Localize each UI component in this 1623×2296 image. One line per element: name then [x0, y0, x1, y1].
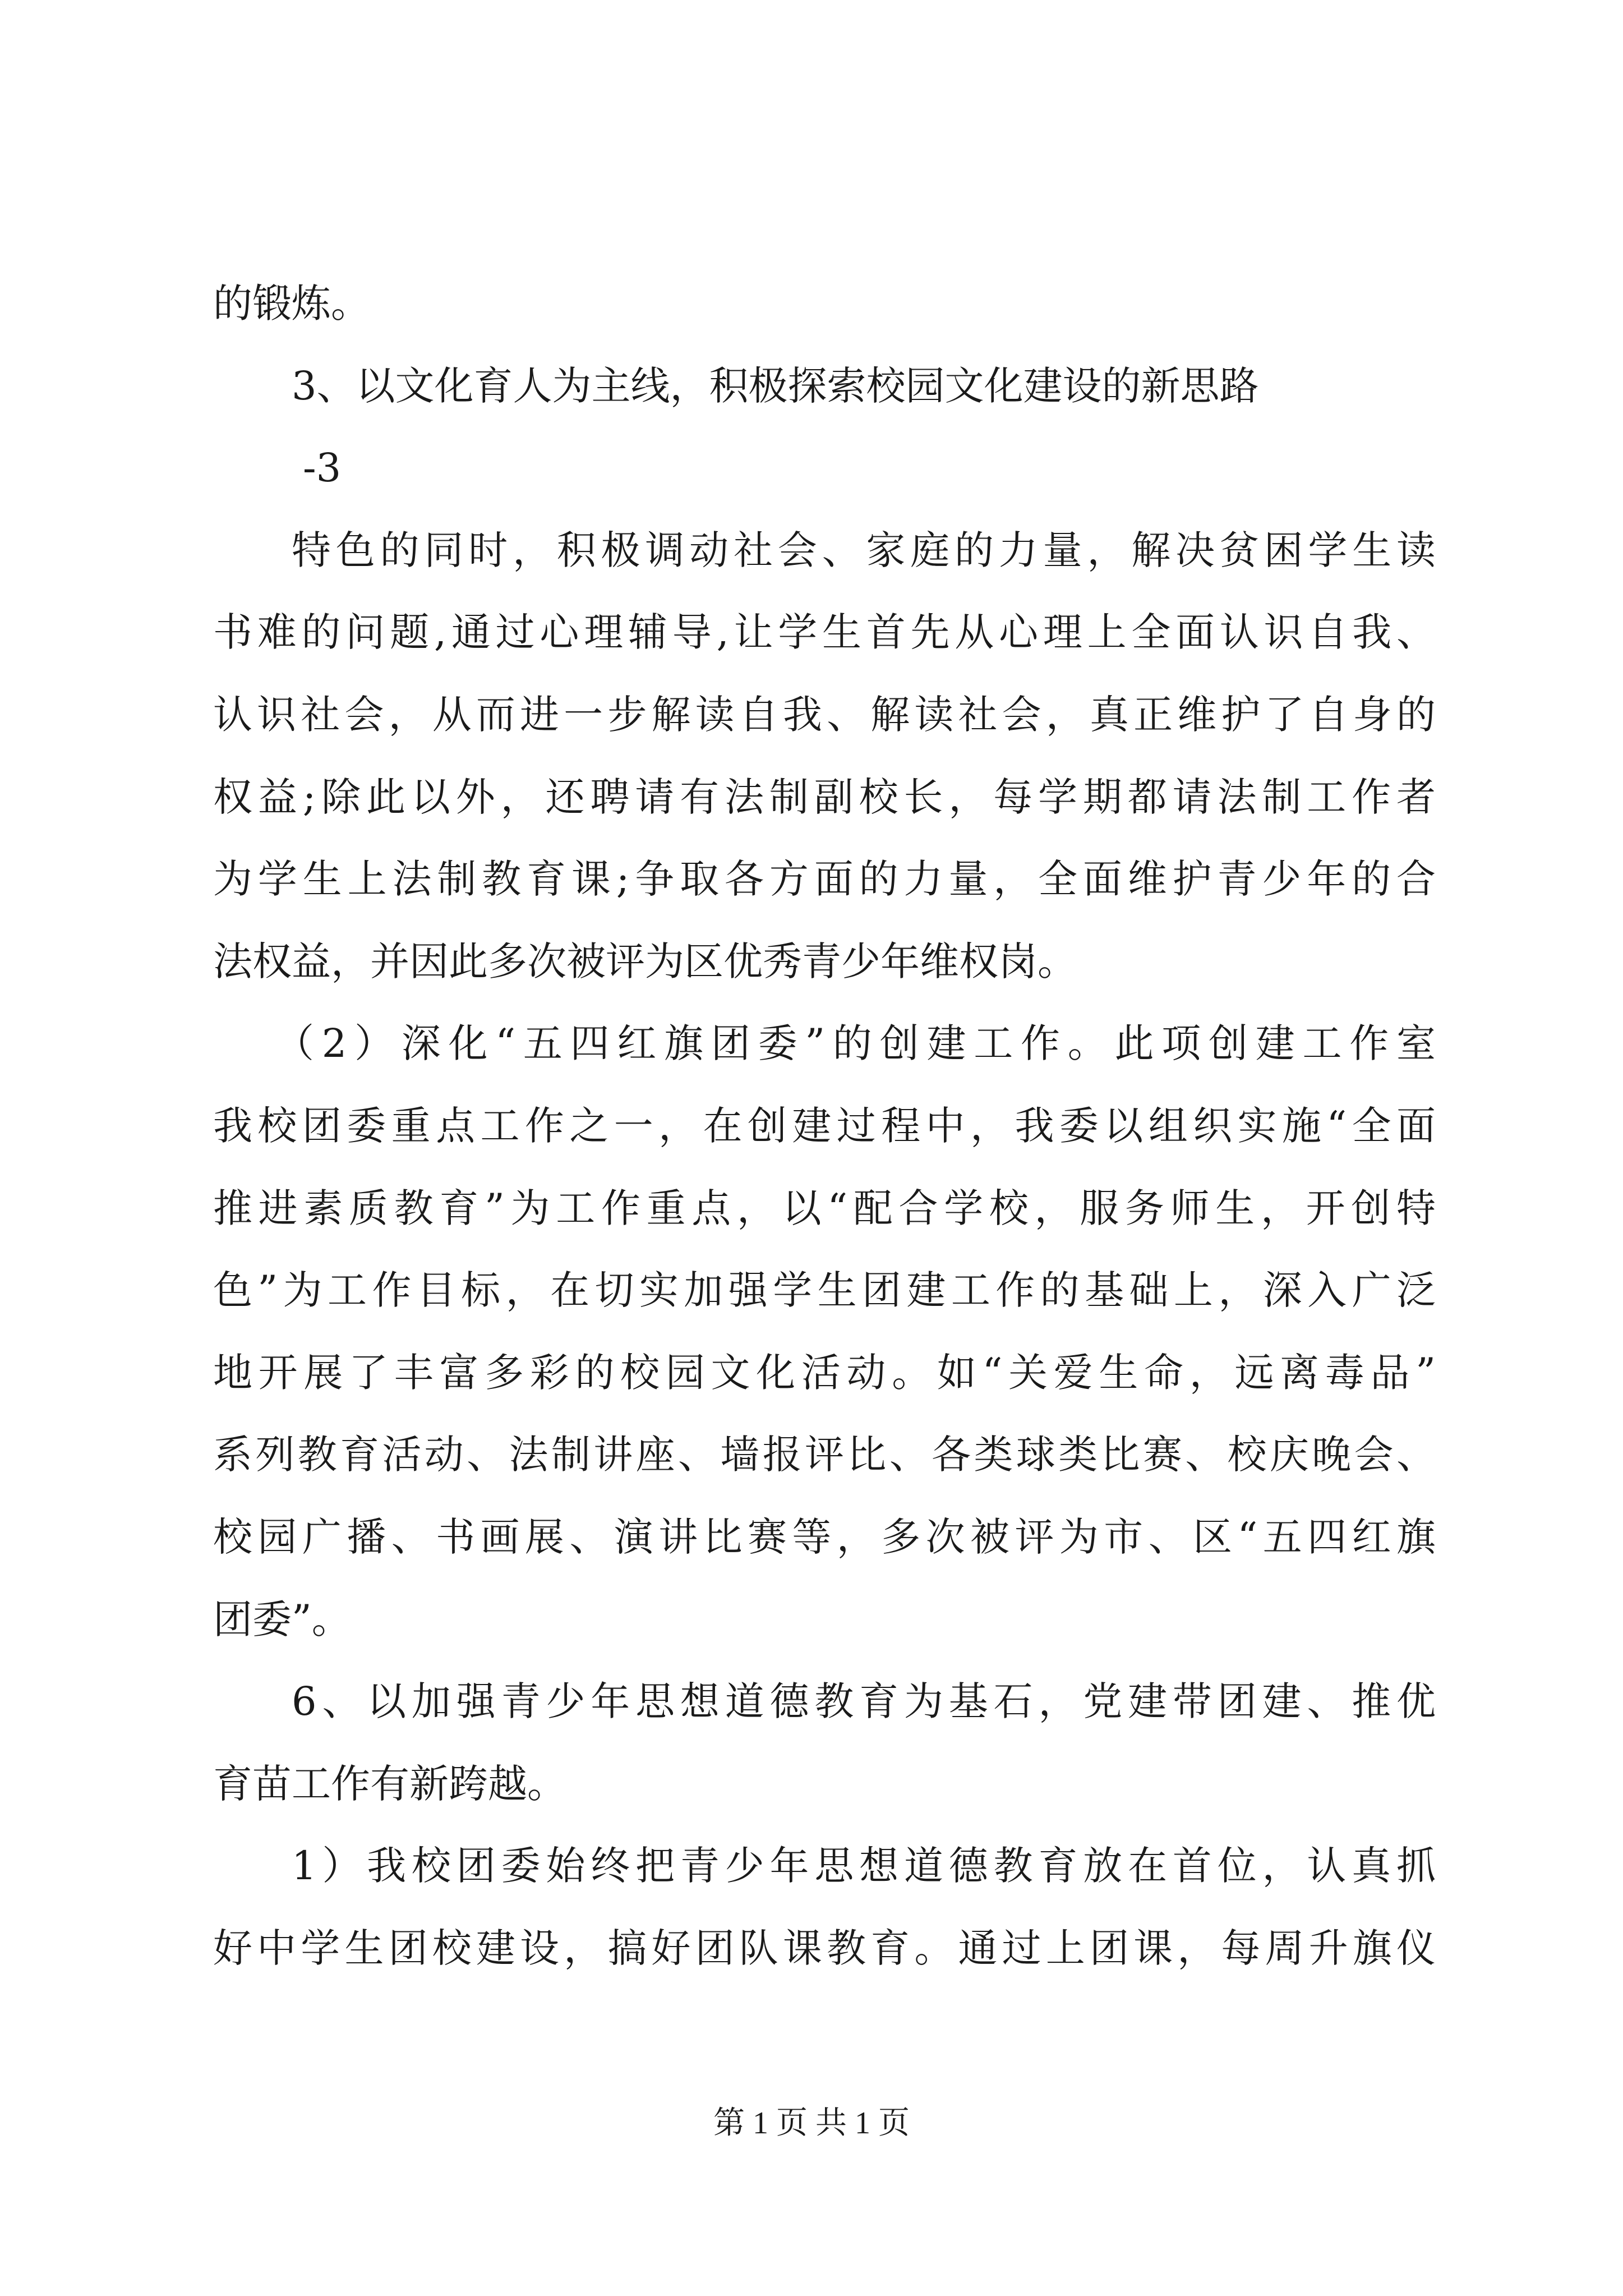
subsection-2-line: （2）深化“五四红旗团委”的创建工作。此项创建工作室	[275, 1020, 1436, 1067]
text-line: 色”为工作目标，在切实加强学生团建工作的基础上，深入广泛	[213, 1267, 1436, 1314]
text-line: 为学生上法制教育课;争取各方面的力量，全面维护青少年的合	[213, 856, 1436, 903]
section-heading-3: 3、以文化育人为主线，积极探索校园文化建设的新思路	[292, 362, 1259, 409]
text-line: 权益;除此以外，还聘请有法制副校长，每学期都请法制工作者	[213, 774, 1436, 820]
text-line: 我校团委重点工作之一，在创建过程中，我委以组织实施“全面	[213, 1102, 1436, 1149]
text-line: 地开展了丰富多彩的校园文化活动。如“关爱生命，远离毒品”	[213, 1349, 1436, 1396]
page-marker: -3	[303, 445, 342, 491]
text-line: 育苗工作有新跨越。	[213, 1760, 566, 1807]
text-line: 认识社会，从而进一步解读自我、解读社会，真正维护了自身的	[213, 691, 1436, 738]
text-line: 书难的问题,通过心理辅导,让学生首先从心理上全面认识自我、	[213, 609, 1436, 656]
text-line: 系列教育活动、法制讲座、墙报评比、各类球类比赛、校庆晚会、	[213, 1432, 1436, 1478]
subsection-1-line: 1）我校团委始终把青少年思想道德教育放在首位，认真抓	[292, 1843, 1436, 1889]
text-line: 推进素质教育”为工作重点，以“配合学校，服务师生，开创特	[213, 1185, 1436, 1231]
text-line: 团委”。	[213, 1596, 351, 1642]
page-footer: 第 1 页 共 1 页	[713, 2106, 910, 2141]
text-line: 特色的同时，积极调动社会、家庭的力量，解决贫困学生读	[292, 527, 1436, 573]
section-heading-6: 6、以加强青少年思想道德教育为基石，党建带团建、推优	[292, 1678, 1436, 1725]
document-body	[213, 263, 1436, 1989]
text-line: 法权益，并因此多次被评为区优秀青少年维权岗。	[213, 938, 1077, 984]
text-line: 校园广播、书画展、演讲比赛等，多次被评为市、区“五四红旗	[213, 1513, 1436, 1560]
text-line: 的锻炼。	[213, 280, 370, 326]
text-line: 好中学生团校建设，搞好团队课教育。通过上团课，每周升旗仪	[213, 1925, 1436, 1971]
